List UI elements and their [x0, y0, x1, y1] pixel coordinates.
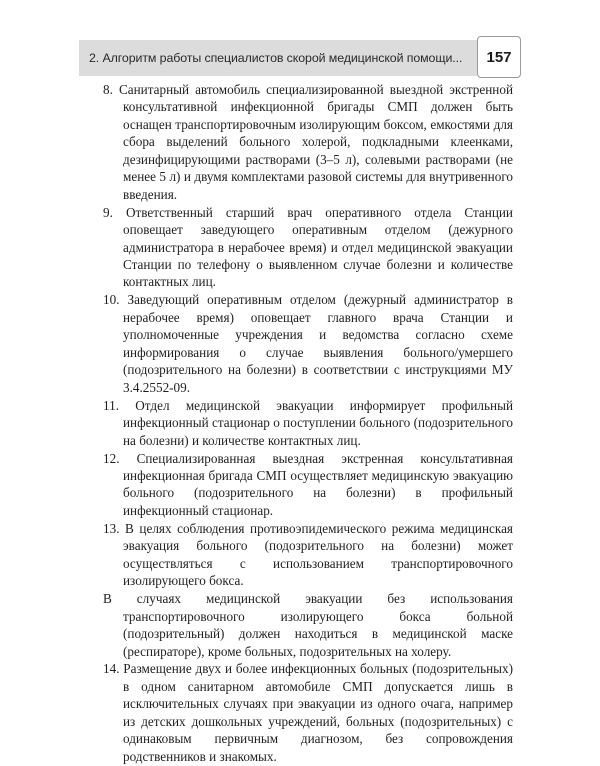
item-number: 10.: [103, 292, 128, 308]
item-number: 13.: [103, 520, 126, 536]
page-content: [103, 81, 513, 766]
running-header: [79, 40, 477, 76]
header-title: 2. Алгоритм работы специалистов скорой медицинской помощи...: [89, 51, 463, 65]
item-number: 8.: [103, 82, 119, 97]
list-item-14: [103, 660, 513, 765]
page-number: 157: [486, 48, 512, 66]
list-item-13: [103, 520, 513, 590]
page-number-box: [477, 36, 521, 78]
item-number: 12.: [103, 450, 137, 466]
list-item-8: [103, 81, 513, 203]
item-number: 14.: [103, 661, 124, 677]
item-text: Санитарный автомобиль специализированной выездной экстренной консультативной инфекционной бригады СМП должен быть оснащен транспортировочным изолирующим боксом, емкостями для сбора выделений больного холерой, подкладными клеенками, дезинфицирующими растворами (3–5 л), солевыми растворами (не менее 5 л) и двумя комплектами разовой системы для внутривенного введения.: [118, 82, 514, 202]
list-item-11: [103, 397, 513, 449]
item-text: Отдел медицинской эвакуации информирует профильный инфекционный стационар о поступлении больного (подозрительного на болезни) и количестве контактных лиц.: [123, 397, 513, 448]
item-text: В целях соблюдения противоэпидемического режима медицинская эвакуация больного (подозрительного на болезни) может осуществляться с использованием транспортировочного изолирующего бокса.: [123, 520, 513, 589]
item-text: Заведующий оперативным отделом (дежурный администратор в нерабочее время) оповещает главного врача Станции и уполномоченные учреждения и ведомства согласно схеме информирования о случае выявления больного/умершего (подозрительного на болезни) в соответствии с инструкциями МУ 3.4.2552-09.: [123, 292, 514, 395]
item-text: Специализированная выездная экстренная консультативная инфекционная бригада СМП осуществляет медицинскую эвакуацию больного (подозрительного на болезни) в профильный инфекционный стационар.: [123, 450, 513, 518]
list-item-9: [103, 204, 513, 291]
list-item-10: [103, 291, 513, 396]
item-number: 11.: [103, 397, 136, 413]
item-text: Размещение двух и более инфекционных больных (подозрительных) в одном санитарном автомобиле СМП допускается лишь в исключительных случаях при эвакуации из одного очага, например из детских дошкольных учреждений, больных (подозрительных) с одинаковым первичным диагнозом, без сопровождения родственников и знакомых.: [123, 661, 514, 764]
list-item-12: [103, 450, 513, 520]
note-paragraph: В случаях медицинской эвакуации без использования транспортировочного изолирующего бокса больной (подозрительный) должен находиться в медицинской маске (респираторе), кроме больных, подозрительных на холеру.: [103, 591, 513, 659]
item-text: Ответственный старший врач оперативного отдела Станции оповещает заведующего оперативным отделом (дежурного администратора в нерабочее время) и отдел медицинской эвакуации Станции по телефону о выявленном случае болезни и количестве контактных лиц.: [123, 204, 513, 290]
item-number: 9.: [103, 204, 126, 220]
